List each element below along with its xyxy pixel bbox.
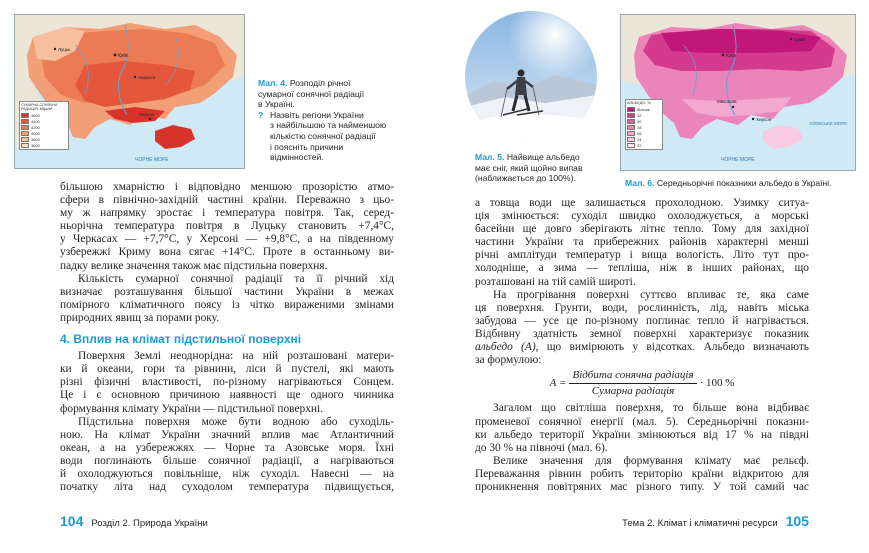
skier-photo <box>465 11 597 143</box>
legend-swatch <box>21 137 29 142</box>
text-line: помірного кліматичного поясу із чітко вираженими змінами <box>60 298 394 311</box>
legend-value: 24 <box>637 136 642 142</box>
legend-swatch <box>627 119 635 124</box>
figure-5-caption-line: (наближається до 100%). <box>475 173 576 184</box>
legend-value: 4200 <box>31 124 40 130</box>
question-line: і поясніть причини <box>270 141 344 152</box>
legend-rows <box>21 112 67 148</box>
page-number: 105 <box>785 513 809 529</box>
city-label-kyiv: Київ <box>118 53 128 59</box>
legend-swatch <box>21 143 29 148</box>
skier-photo-graphic <box>465 11 597 143</box>
figure-4-caption-line: Розподіл річної <box>289 78 351 88</box>
legend-swatch <box>21 119 29 124</box>
text-line: ція змінюється: суходіл швидко охолоджується, а морські <box>475 210 809 223</box>
text-line <box>475 341 809 354</box>
figure-5-label: Мал. 5. <box>475 152 505 162</box>
text-line: падку велике значення також має підстильна поверхня. <box>60 259 328 272</box>
section-heading: 4. Вплив на клімат підстильної поверхні <box>60 332 302 347</box>
text-line: більшою хмарністю і відповідно меншою прозорістю атмо- <box>60 181 394 193</box>
albedo-formula <box>475 369 809 398</box>
city-label-kherson: Херсон <box>756 117 772 122</box>
legend-swatch <box>627 125 635 130</box>
text-line: за формулою: <box>475 354 542 367</box>
text-line: ця поверхня. Грунти, води, рослинність, лід, навіть міська <box>475 301 809 314</box>
legend-swatch <box>627 113 635 118</box>
text-line: му ж напрямку зростає і температура повітря. Так, серед- <box>60 207 394 220</box>
text-line: у Черкасах — +7,7°С, у Херсоні — +9,8°С, а на південному <box>60 233 394 246</box>
azov-sea-label: АЗОВСЬКЕ МОРЕ <box>809 121 848 126</box>
text-line: узбережжі Криму вона сягає +14°С. Проте в останньому ви- <box>60 246 394 259</box>
right-paragraph-1 <box>475 197 809 289</box>
text-line: води поглинають більше сонячної радіації, а нагріваються <box>60 454 394 467</box>
text-line: Відбивну здатність земної поверхні характеризує показник <box>475 327 809 340</box>
text-line: формування клімату України — підстильної поверхні. <box>60 402 324 415</box>
legend-swatch <box>21 125 29 130</box>
figure-4-caption-line: в Україні. <box>258 99 295 110</box>
left-paragraph-1 <box>60 181 394 273</box>
legend-swatch <box>627 143 635 148</box>
footer-text: Розділ 2. Природа України <box>91 518 208 529</box>
city-label-lutsk: Луцьк <box>58 47 71 52</box>
text-line: частини України та прибережних районів характерні менші <box>475 236 809 249</box>
legend-value: 30 <box>637 118 642 124</box>
question-line: Назвіть регіони України <box>270 109 364 120</box>
solar-radiation-map <box>14 14 245 169</box>
question-icon: ? <box>258 109 264 120</box>
text-line: сфери в північно-західній частині країни. Переважно з цьо- <box>60 194 394 207</box>
text-line: й охолоджуються повільніше, ніж суходіл. Навесні — на <box>60 467 394 480</box>
legend-swatch <box>627 131 635 136</box>
formula-denominator: Сумарна радіація <box>591 385 675 398</box>
legend-entry <box>21 142 67 148</box>
albedo-term: альбедо (А) <box>475 341 536 354</box>
left-paragraph-3 <box>60 350 394 415</box>
formula-numerator: Відбита сонячна радіація <box>569 369 696 384</box>
right-paragraph-4 <box>475 455 809 494</box>
text-line: холодніше, а зима — тепліша, ніж в інших районах, що <box>475 262 809 275</box>
legend-value: 3600 <box>31 142 40 148</box>
legend-rows <box>627 106 661 148</box>
legend-value: 26 <box>637 130 642 136</box>
text-line: океан, а на узбережжях — Чорне та Азовське моря. Їхні <box>60 441 394 454</box>
text-line: Підстильна поверхня може бути водною або суходіль- <box>78 415 394 428</box>
city-label-kherson: Херсон <box>139 112 155 117</box>
text-line: променевої сонячної енергії (мал. 5). Середньорічні показни- <box>475 415 809 428</box>
figure-6-caption <box>625 178 865 189</box>
footer-text: Тема 2. Клімат і кліматичні ресурси <box>622 518 778 529</box>
text-line: ки альбедо території України змінюються від 17 % на півдні <box>475 428 809 441</box>
legend-swatch <box>627 107 635 112</box>
text-line: до 30 % на півночі (мал. 6). <box>475 441 608 454</box>
figure-6-label: Мал. 6. <box>625 178 655 188</box>
text-line: а товща води ще залишається прохолодною. Узимку ситуа- <box>475 197 809 209</box>
sea-label: ЧОРНЕ МОРЕ <box>135 157 169 163</box>
left-footer <box>60 513 208 531</box>
figure-5-caption-line: Найвище альбедо <box>506 152 580 162</box>
text-line: різні фізичні властивості, по-різному нагріваються Сонцем. <box>60 376 394 389</box>
question-line: відмінностей. <box>270 152 324 163</box>
legend-value: більше <box>637 106 651 112</box>
text-line: Це і є основною причиною наявності ще одного чинника <box>60 389 394 402</box>
formula-fraction <box>569 369 696 398</box>
city-label-kyiv: Київ <box>726 53 736 59</box>
figure-4-caption-line: сумарної сонячної радіації <box>258 88 365 99</box>
sea-label: ЧОРНЕ МОРЕ <box>721 157 755 163</box>
text-line: річні амплітуди температур і вища вологість. Літо тут про- <box>475 249 809 262</box>
text-fragment: , що вимірюють у відсотках. Альбедо визначають <box>535 341 809 354</box>
text-line: Переважання рівнин робить територію країни відкритою для <box>475 467 809 480</box>
text-line: ньорічна температура повітря в Луцьку становить +7,4°С, <box>60 220 394 233</box>
solar-radiation-legend <box>19 101 69 150</box>
text-line: розташовані на тій самій широті. <box>475 275 636 288</box>
text-line: На прогрівання поверхні суттєво впливає те, яка саме <box>493 288 809 301</box>
right-footer <box>622 513 809 531</box>
left-paragraph-4 <box>60 416 394 495</box>
page-number: 104 <box>60 513 84 529</box>
legend-value: 4600 <box>31 112 40 118</box>
question-line: кількістю сонячної радіації <box>270 130 376 141</box>
albedo-map <box>620 14 856 171</box>
left-body <box>60 181 394 494</box>
formula-lhs: А = <box>549 377 567 390</box>
text-line: Кількість сумарної сонячної радіації та її річний хід <box>78 272 394 285</box>
legend-value: 22 <box>637 142 642 148</box>
right-paragraph-3 <box>475 402 809 454</box>
right-paragraph-2 <box>475 289 809 368</box>
figure-4-caption <box>258 78 398 163</box>
text-line: Поверхня Землі неоднорідна: на ній розташовані матери- <box>78 350 394 363</box>
figure-5-caption <box>475 152 615 184</box>
text-line: природних явищ за порами року. <box>60 311 220 324</box>
text-line: басейни ще довго зберігають літнє тепло. Тому для західної <box>475 223 809 236</box>
text-line: забудова — усе це по-різному поглинає тепло й нагрівається. <box>475 314 809 327</box>
question-line: з найбільшою та найменшою <box>270 120 387 131</box>
text-line: початку літа над суходолом температура підвищується, <box>60 481 394 494</box>
legend-entry <box>627 142 661 148</box>
legend-value: 28 <box>637 124 642 130</box>
right-body <box>475 197 809 494</box>
legend-value: 4000 <box>31 130 40 136</box>
figure-6-caption-text: Середньорічні показники альбедо в Україні. <box>656 178 832 188</box>
formula-rhs: · 100 % <box>699 377 735 390</box>
legend-title: СУМАРНА СОНЯЧНА РАДІАЦІЯ, МДж/м² <box>21 103 58 111</box>
text-line: визначає розташування більшої частини України в межах <box>60 285 394 298</box>
albedo-legend <box>625 99 663 150</box>
left-paragraph-2 <box>60 273 394 325</box>
text-line: Загалом що світліша поверхня, то більше вона відбиває <box>493 402 809 415</box>
legend-value: 4400 <box>31 118 40 124</box>
legend-title: АЛЬБЕДО, % <box>627 101 651 105</box>
figure-4-label: Мал. 4. <box>258 78 288 88</box>
city-label-cherkasy: Черкаси <box>138 75 156 80</box>
legend-swatch <box>21 113 29 118</box>
text-line: ною. На клімат України значний вплив має Атлантичний <box>60 428 394 441</box>
figure-5-caption-line: має сніг, який щойно випав <box>475 162 583 173</box>
legend-value: 3800 <box>31 136 40 142</box>
legend-swatch <box>21 131 29 136</box>
legend-value: 32 <box>637 112 642 118</box>
city-label-sumy: Суми <box>794 37 806 42</box>
text-line: Велике значення для формування клімату має рельєф. <box>493 454 809 467</box>
text-line: проникнення повітряних мас різного типу. У той самий час <box>475 480 809 493</box>
city-label-mykolaiv: Миколаїв <box>717 99 737 104</box>
legend-swatch <box>627 137 635 142</box>
text-line: ки й океани, гори та рівнини, ліси й пустелі, які мають <box>60 363 394 376</box>
